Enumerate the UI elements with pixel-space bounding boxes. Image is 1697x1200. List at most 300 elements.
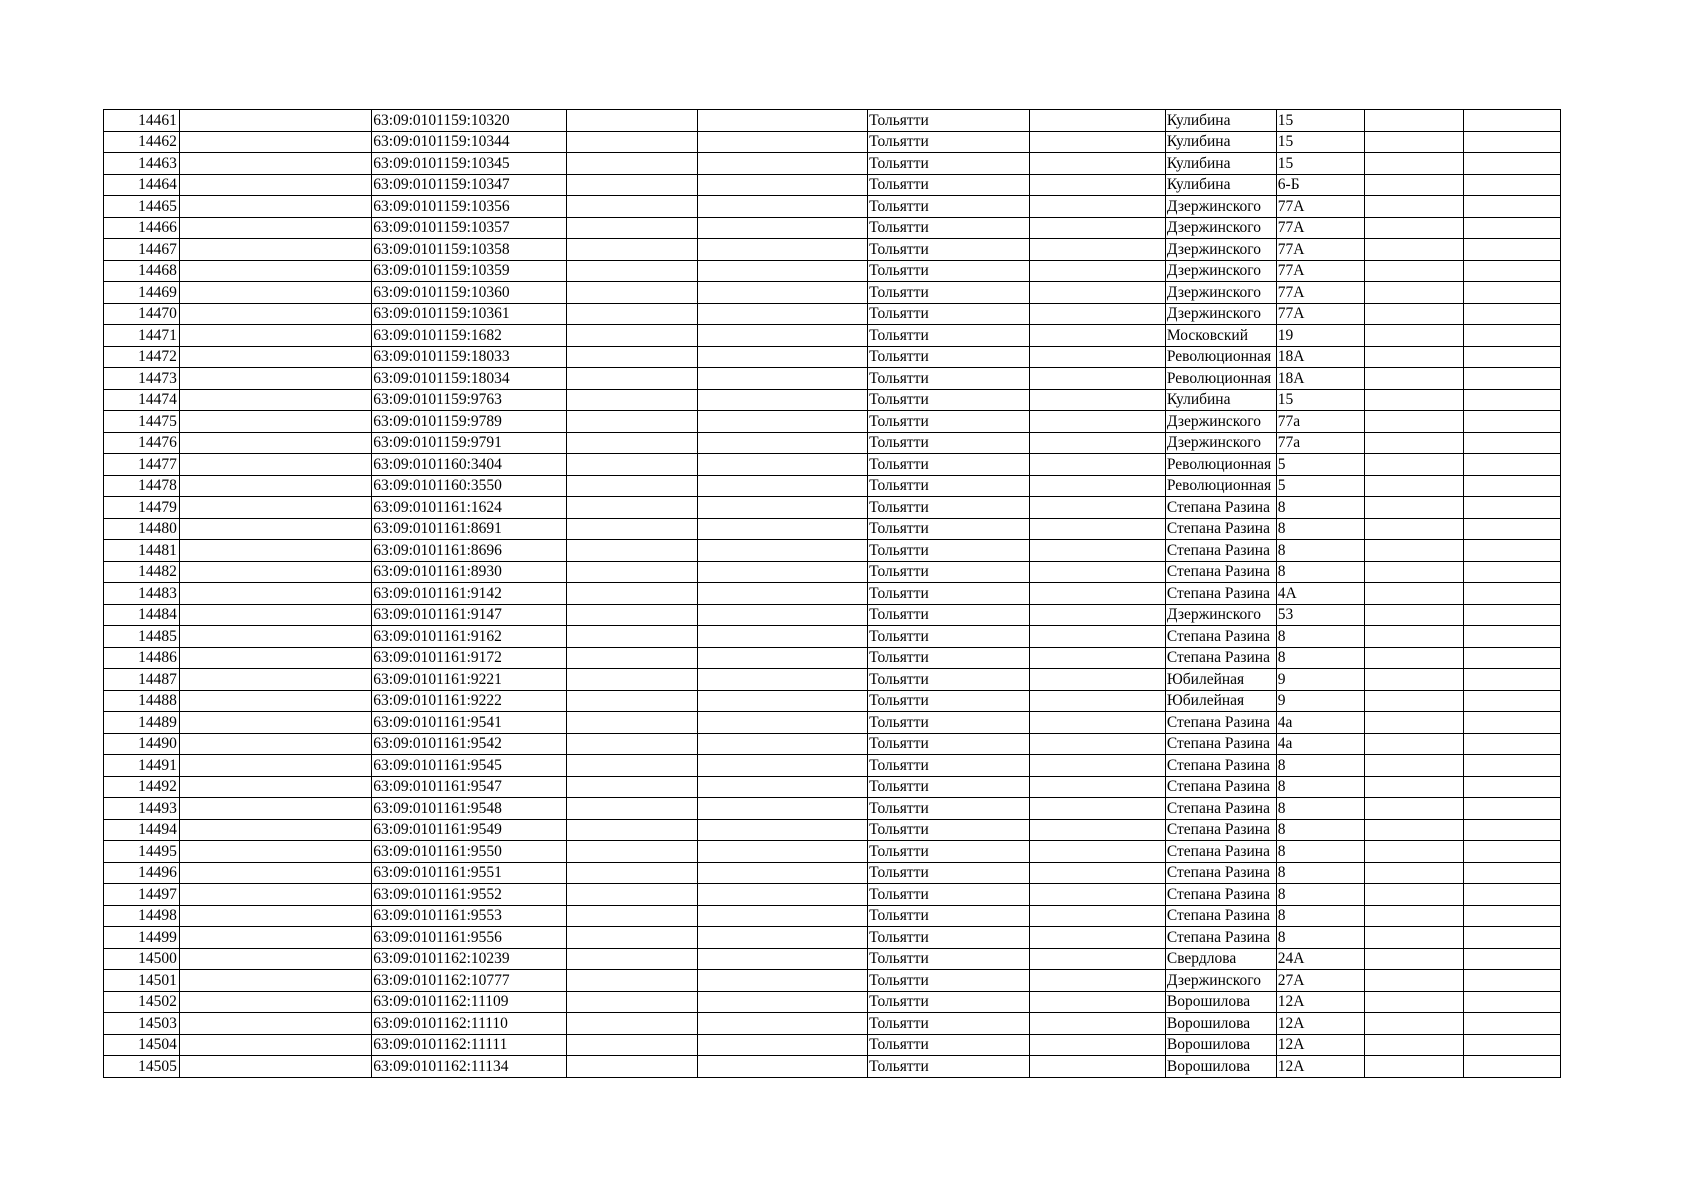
house-number-cell: 77А <box>1276 239 1364 261</box>
house-number-cell: 15 <box>1276 389 1364 411</box>
empty-cell <box>179 884 371 906</box>
empty-cell <box>1030 1034 1166 1056</box>
empty-cell <box>1365 454 1463 476</box>
row-number-cell: 14489 <box>104 712 180 734</box>
cadastral-number-cell: 63:09:0101161:9548 <box>372 798 567 820</box>
empty-cell <box>1030 561 1166 583</box>
city-cell: Тольятти <box>868 518 1030 540</box>
cadastral-number-cell: 63:09:0101161:9142 <box>372 583 567 605</box>
empty-cell <box>698 518 868 540</box>
row-number-cell: 14475 <box>104 411 180 433</box>
empty-cell <box>698 733 868 755</box>
empty-cell <box>179 389 371 411</box>
empty-cell <box>1463 604 1560 626</box>
cadastral-number-cell: 63:09:0101161:9552 <box>372 884 567 906</box>
empty-cell <box>567 411 698 433</box>
table-row <box>104 411 1561 433</box>
city-cell: Тольятти <box>868 217 1030 239</box>
empty-cell <box>179 368 371 390</box>
city-cell: Тольятти <box>868 819 1030 841</box>
cadastral-number-cell: 63:09:0101159:10360 <box>372 282 567 304</box>
empty-cell <box>1365 497 1463 519</box>
street-cell: Степана Разина <box>1165 712 1276 734</box>
row-number-cell: 14465 <box>104 196 180 218</box>
street-cell: Кулибина <box>1165 389 1276 411</box>
empty-cell <box>179 217 371 239</box>
house-number-cell: 8 <box>1276 497 1364 519</box>
empty-cell <box>1030 604 1166 626</box>
row-number-cell: 14494 <box>104 819 180 841</box>
empty-cell <box>1463 475 1560 497</box>
empty-cell <box>1463 131 1560 153</box>
empty-cell <box>1030 991 1166 1013</box>
empty-cell <box>179 626 371 648</box>
empty-cell <box>179 991 371 1013</box>
empty-cell <box>1365 604 1463 626</box>
cadastral-number-cell: 63:09:0101161:9545 <box>372 755 567 777</box>
empty-cell <box>1030 755 1166 777</box>
empty-cell <box>1463 884 1560 906</box>
street-cell: Московский <box>1165 325 1276 347</box>
cadastral-number-cell: 63:09:0101161:9172 <box>372 647 567 669</box>
city-cell: Тольятти <box>868 497 1030 519</box>
empty-cell <box>1365 131 1463 153</box>
cadastral-number-cell: 63:09:0101162:10777 <box>372 970 567 992</box>
cadastral-number-cell: 63:09:0101161:9221 <box>372 669 567 691</box>
table-row <box>104 669 1561 691</box>
empty-cell <box>567 217 698 239</box>
empty-cell <box>1463 196 1560 218</box>
empty-cell <box>179 454 371 476</box>
empty-cell <box>1463 432 1560 454</box>
empty-cell <box>179 475 371 497</box>
empty-cell <box>567 368 698 390</box>
empty-cell <box>1030 669 1166 691</box>
empty-cell <box>1365 389 1463 411</box>
street-cell: Ворошилова <box>1165 1056 1276 1078</box>
row-number-cell: 14500 <box>104 948 180 970</box>
empty-cell <box>1365 260 1463 282</box>
street-cell: Степана Разина <box>1165 841 1276 863</box>
empty-cell <box>1463 776 1560 798</box>
empty-cell <box>1463 540 1560 562</box>
empty-cell <box>698 497 868 519</box>
city-cell: Тольятти <box>868 862 1030 884</box>
street-cell: Дзержинского <box>1165 411 1276 433</box>
table-row <box>104 454 1561 476</box>
house-number-cell: 77а <box>1276 432 1364 454</box>
city-cell: Тольятти <box>868 884 1030 906</box>
row-number-cell: 14463 <box>104 153 180 175</box>
empty-cell <box>698 841 868 863</box>
empty-cell <box>1365 196 1463 218</box>
empty-cell <box>1463 325 1560 347</box>
table-row <box>104 368 1561 390</box>
table-row <box>104 927 1561 949</box>
street-cell: Степана Разина <box>1165 647 1276 669</box>
empty-cell <box>698 325 868 347</box>
city-cell: Тольятти <box>868 454 1030 476</box>
street-cell: Революционная <box>1165 454 1276 476</box>
empty-cell <box>567 239 698 261</box>
house-number-cell: 8 <box>1276 755 1364 777</box>
empty-cell <box>179 647 371 669</box>
house-number-cell: 24А <box>1276 948 1364 970</box>
cadastral-number-cell: 63:09:0101162:11110 <box>372 1013 567 1035</box>
table-row <box>104 948 1561 970</box>
row-number-cell: 14476 <box>104 432 180 454</box>
empty-cell <box>1030 110 1166 132</box>
empty-cell <box>567 389 698 411</box>
house-number-cell: 8 <box>1276 841 1364 863</box>
house-number-cell: 27А <box>1276 970 1364 992</box>
house-number-cell: 8 <box>1276 776 1364 798</box>
city-cell: Тольятти <box>868 282 1030 304</box>
empty-cell <box>567 432 698 454</box>
empty-cell <box>698 970 868 992</box>
table-row <box>104 497 1561 519</box>
city-cell: Тольятти <box>868 260 1030 282</box>
city-cell: Тольятти <box>868 626 1030 648</box>
cadastral-number-cell: 63:09:0101161:9162 <box>372 626 567 648</box>
empty-cell <box>1365 776 1463 798</box>
empty-cell <box>567 1034 698 1056</box>
cadastral-number-cell: 63:09:0101159:9791 <box>372 432 567 454</box>
row-number-cell: 14480 <box>104 518 180 540</box>
empty-cell <box>1030 690 1166 712</box>
city-cell: Тольятти <box>868 346 1030 368</box>
street-cell: Дзержинского <box>1165 604 1276 626</box>
empty-cell <box>1030 174 1166 196</box>
empty-cell <box>179 497 371 519</box>
table-row <box>104 174 1561 196</box>
city-cell: Тольятти <box>868 325 1030 347</box>
empty-cell <box>1030 905 1166 927</box>
cadastral-number-cell: 63:09:0101159:10320 <box>372 110 567 132</box>
empty-cell <box>1365 325 1463 347</box>
cadastral-number-cell: 63:09:0101162:11109 <box>372 991 567 1013</box>
city-cell: Тольятти <box>868 303 1030 325</box>
empty-cell <box>1463 174 1560 196</box>
row-number-cell: 14491 <box>104 755 180 777</box>
empty-cell <box>1463 1056 1560 1078</box>
house-number-cell: 15 <box>1276 153 1364 175</box>
table-row <box>104 196 1561 218</box>
empty-cell <box>1030 432 1166 454</box>
city-cell: Тольятти <box>868 110 1030 132</box>
cadastral-number-cell: 63:09:0101159:10345 <box>372 153 567 175</box>
street-cell: Дзержинского <box>1165 970 1276 992</box>
empty-cell <box>179 583 371 605</box>
empty-cell <box>179 604 371 626</box>
city-cell: Тольятти <box>868 905 1030 927</box>
empty-cell <box>1030 475 1166 497</box>
empty-cell <box>1463 239 1560 261</box>
empty-cell <box>1365 841 1463 863</box>
empty-cell <box>567 196 698 218</box>
empty-cell <box>179 561 371 583</box>
empty-cell <box>1030 153 1166 175</box>
table-row <box>104 819 1561 841</box>
cadastral-number-cell: 63:09:0101160:3404 <box>372 454 567 476</box>
house-number-cell: 77А <box>1276 303 1364 325</box>
cadastral-number-cell: 63:09:0101161:8691 <box>372 518 567 540</box>
empty-cell <box>698 303 868 325</box>
empty-cell <box>1463 669 1560 691</box>
empty-cell <box>698 862 868 884</box>
empty-cell <box>1463 733 1560 755</box>
empty-cell <box>1030 798 1166 820</box>
house-number-cell: 77А <box>1276 217 1364 239</box>
row-number-cell: 14472 <box>104 346 180 368</box>
empty-cell <box>567 497 698 519</box>
empty-cell <box>1463 1034 1560 1056</box>
street-cell: Степана Разина <box>1165 927 1276 949</box>
empty-cell <box>698 153 868 175</box>
city-cell: Тольятти <box>868 776 1030 798</box>
empty-cell <box>567 626 698 648</box>
city-cell: Тольятти <box>868 948 1030 970</box>
empty-cell <box>1463 862 1560 884</box>
table-row <box>104 561 1561 583</box>
empty-cell <box>567 303 698 325</box>
cadastral-number-cell: 63:09:0101161:9542 <box>372 733 567 755</box>
street-cell: Степана Разина <box>1165 755 1276 777</box>
cadastral-number-cell: 63:09:0101161:9541 <box>372 712 567 734</box>
empty-cell <box>179 518 371 540</box>
city-cell: Тольятти <box>868 970 1030 992</box>
row-number-cell: 14490 <box>104 733 180 755</box>
house-number-cell: 5 <box>1276 475 1364 497</box>
city-cell: Тольятти <box>868 389 1030 411</box>
street-cell: Кулибина <box>1165 174 1276 196</box>
empty-cell <box>567 755 698 777</box>
street-cell: Революционная <box>1165 368 1276 390</box>
house-number-cell: 8 <box>1276 862 1364 884</box>
empty-cell <box>1030 819 1166 841</box>
cadastral-number-cell: 63:09:0101159:10347 <box>372 174 567 196</box>
empty-cell <box>567 841 698 863</box>
empty-cell <box>179 798 371 820</box>
cadastral-number-cell: 63:09:0101161:9547 <box>372 776 567 798</box>
table-row <box>104 518 1561 540</box>
house-number-cell: 8 <box>1276 561 1364 583</box>
empty-cell <box>1365 884 1463 906</box>
empty-cell <box>1365 475 1463 497</box>
row-number-cell: 14468 <box>104 260 180 282</box>
empty-cell <box>1463 841 1560 863</box>
empty-cell <box>567 604 698 626</box>
empty-cell <box>698 432 868 454</box>
empty-cell <box>179 540 371 562</box>
empty-cell <box>1365 819 1463 841</box>
city-cell: Тольятти <box>868 131 1030 153</box>
empty-cell <box>1030 260 1166 282</box>
empty-cell <box>698 260 868 282</box>
street-cell: Степана Разина <box>1165 819 1276 841</box>
empty-cell <box>567 884 698 906</box>
empty-cell <box>567 905 698 927</box>
empty-cell <box>179 948 371 970</box>
house-number-cell: 12А <box>1276 991 1364 1013</box>
empty-cell <box>1365 948 1463 970</box>
house-number-cell: 9 <box>1276 690 1364 712</box>
street-cell: Степана Разина <box>1165 583 1276 605</box>
table-row <box>104 110 1561 132</box>
empty-cell <box>179 196 371 218</box>
street-cell: Степана Разина <box>1165 497 1276 519</box>
street-cell: Революционная <box>1165 346 1276 368</box>
empty-cell <box>1365 518 1463 540</box>
street-cell: Дзержинского <box>1165 303 1276 325</box>
street-cell: Ворошилова <box>1165 991 1276 1013</box>
street-cell: Дзержинского <box>1165 282 1276 304</box>
empty-cell <box>1463 260 1560 282</box>
cadastral-number-cell: 63:09:0101161:9556 <box>372 927 567 949</box>
empty-cell <box>1030 884 1166 906</box>
row-number-cell: 14466 <box>104 217 180 239</box>
street-cell: Дзержинского <box>1165 260 1276 282</box>
table-row <box>104 325 1561 347</box>
city-cell: Тольятти <box>868 647 1030 669</box>
empty-cell <box>567 131 698 153</box>
empty-cell <box>1463 518 1560 540</box>
table-row <box>104 733 1561 755</box>
empty-cell <box>698 475 868 497</box>
empty-cell <box>1463 282 1560 304</box>
city-cell: Тольятти <box>868 411 1030 433</box>
empty-cell <box>179 862 371 884</box>
cadastral-number-cell: 63:09:0101159:10361 <box>372 303 567 325</box>
empty-cell <box>179 841 371 863</box>
table-row <box>104 1013 1561 1035</box>
empty-cell <box>1463 991 1560 1013</box>
street-cell: Ворошилова <box>1165 1034 1276 1056</box>
empty-cell <box>1463 755 1560 777</box>
empty-cell <box>179 411 371 433</box>
cadastral-number-cell: 63:09:0101161:9553 <box>372 905 567 927</box>
street-cell: Степана Разина <box>1165 905 1276 927</box>
empty-cell <box>567 110 698 132</box>
city-cell: Тольятти <box>868 798 1030 820</box>
street-cell: Юбилейная <box>1165 690 1276 712</box>
empty-cell <box>698 755 868 777</box>
empty-cell <box>1030 841 1166 863</box>
table-row <box>104 260 1561 282</box>
row-number-cell: 14481 <box>104 540 180 562</box>
table-row <box>104 282 1561 304</box>
city-cell: Тольятти <box>868 368 1030 390</box>
empty-cell <box>1365 346 1463 368</box>
empty-cell <box>1365 368 1463 390</box>
empty-cell <box>1463 647 1560 669</box>
empty-cell <box>179 733 371 755</box>
cadastral-number-cell: 63:09:0101159:10358 <box>372 239 567 261</box>
empty-cell <box>1365 1056 1463 1078</box>
row-number-cell: 14462 <box>104 131 180 153</box>
empty-cell <box>1365 626 1463 648</box>
cadastral-number-cell: 63:09:0101161:9549 <box>372 819 567 841</box>
empty-cell <box>1463 927 1560 949</box>
empty-cell <box>1365 239 1463 261</box>
empty-cell <box>1365 540 1463 562</box>
empty-cell <box>179 1056 371 1078</box>
house-number-cell: 53 <box>1276 604 1364 626</box>
row-number-cell: 14486 <box>104 647 180 669</box>
empty-cell <box>698 819 868 841</box>
table-row <box>104 991 1561 1013</box>
city-cell: Тольятти <box>868 1013 1030 1035</box>
empty-cell <box>567 819 698 841</box>
empty-cell <box>179 131 371 153</box>
empty-cell <box>698 604 868 626</box>
empty-cell <box>179 755 371 777</box>
empty-cell <box>1463 712 1560 734</box>
empty-cell <box>1365 432 1463 454</box>
table-row <box>104 626 1561 648</box>
row-number-cell: 14471 <box>104 325 180 347</box>
street-cell: Дзержинского <box>1165 239 1276 261</box>
empty-cell <box>698 905 868 927</box>
city-cell: Тольятти <box>868 432 1030 454</box>
row-number-cell: 14498 <box>104 905 180 927</box>
empty-cell <box>567 1013 698 1035</box>
street-cell: Ворошилова <box>1165 1013 1276 1035</box>
empty-cell <box>1463 454 1560 476</box>
empty-cell <box>1463 690 1560 712</box>
house-number-cell: 5 <box>1276 454 1364 476</box>
empty-cell <box>1030 454 1166 476</box>
empty-cell <box>698 690 868 712</box>
empty-cell <box>1030 497 1166 519</box>
empty-cell <box>698 174 868 196</box>
empty-cell <box>698 368 868 390</box>
empty-cell <box>567 282 698 304</box>
table-row <box>104 1034 1561 1056</box>
empty-cell <box>1030 927 1166 949</box>
empty-cell <box>567 153 698 175</box>
house-number-cell: 18А <box>1276 346 1364 368</box>
city-cell: Тольятти <box>868 927 1030 949</box>
empty-cell <box>567 776 698 798</box>
row-number-cell: 14461 <box>104 110 180 132</box>
empty-cell <box>1365 970 1463 992</box>
empty-cell <box>1030 346 1166 368</box>
cadastral-number-cell: 63:09:0101161:9550 <box>372 841 567 863</box>
empty-cell <box>567 260 698 282</box>
cadastral-number-cell: 63:09:0101161:8930 <box>372 561 567 583</box>
empty-cell <box>1365 690 1463 712</box>
house-number-cell: 8 <box>1276 819 1364 841</box>
empty-cell <box>698 798 868 820</box>
table-row <box>104 239 1561 261</box>
empty-cell <box>1365 669 1463 691</box>
house-number-cell: 77А <box>1276 282 1364 304</box>
cadastral-number-cell: 63:09:0101159:9763 <box>372 389 567 411</box>
empty-cell <box>1365 217 1463 239</box>
row-number-cell: 14479 <box>104 497 180 519</box>
empty-cell <box>1365 712 1463 734</box>
empty-cell <box>1365 583 1463 605</box>
row-number-cell: 14487 <box>104 669 180 691</box>
row-number-cell: 14484 <box>104 604 180 626</box>
empty-cell <box>698 282 868 304</box>
city-cell: Тольятти <box>868 991 1030 1013</box>
row-number-cell: 14477 <box>104 454 180 476</box>
empty-cell <box>1463 561 1560 583</box>
empty-cell <box>1365 755 1463 777</box>
empty-cell <box>1463 583 1560 605</box>
